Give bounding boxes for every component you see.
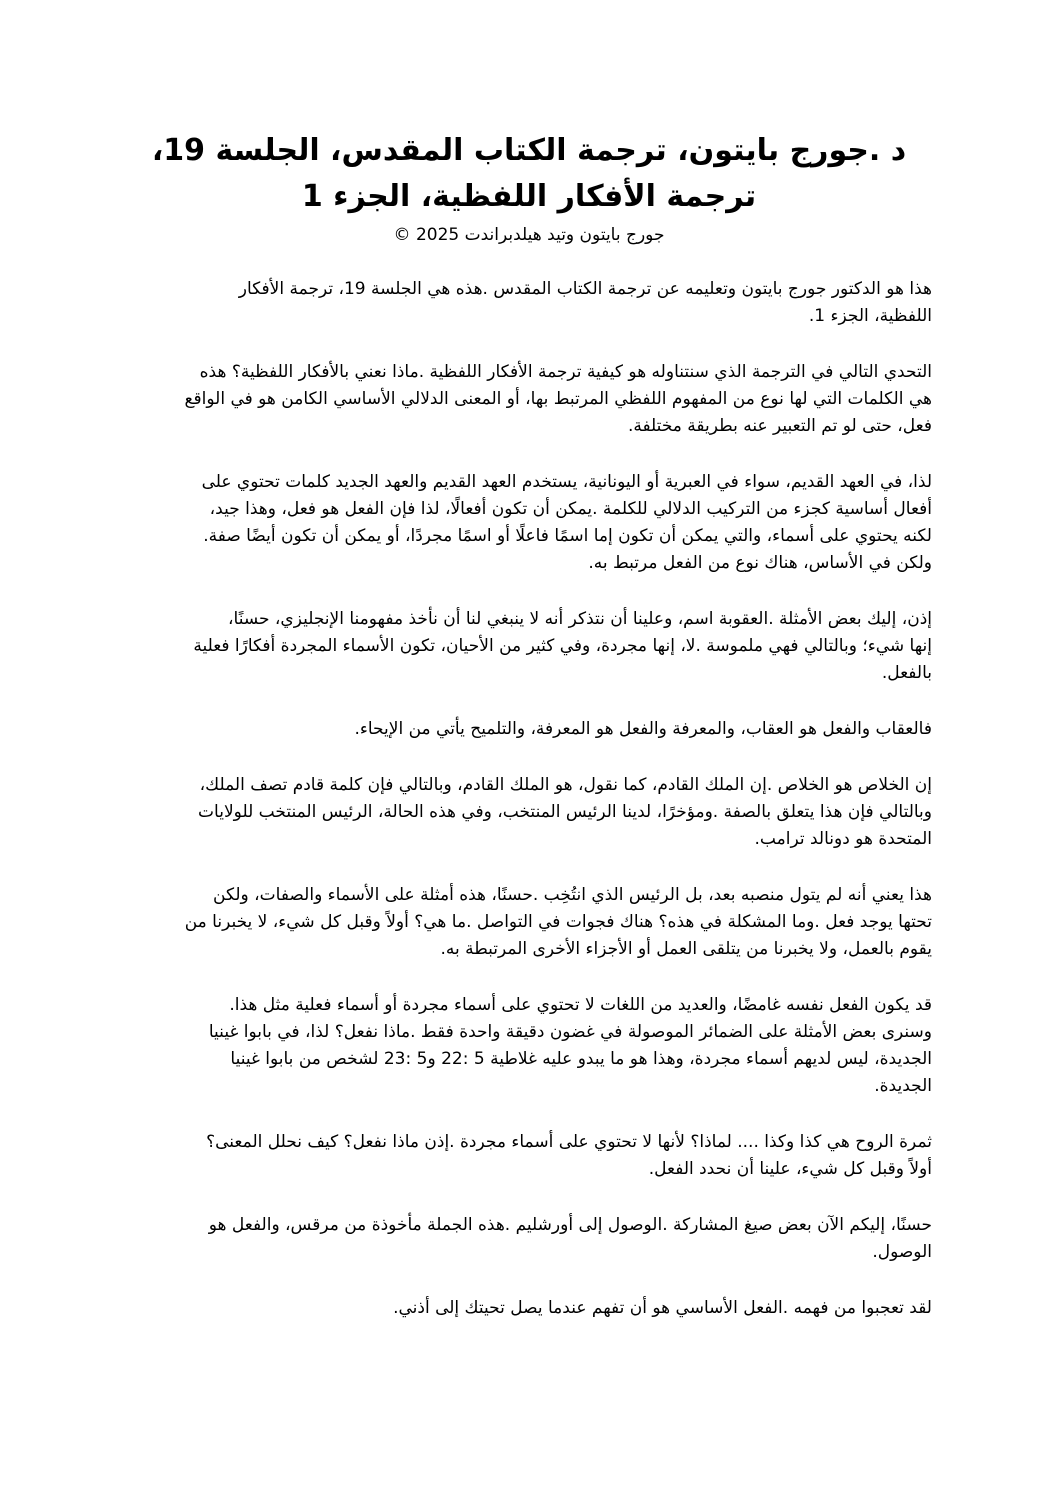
paragraph-line: لقد تعجبوا من فهمه .الفعل الأساسي هو أن تفهم عندما يصل تحيتك إلى أذني.: [393, 1298, 932, 1318]
paragraph-line: يقوم بالعمل، ولا يخبرنا من يتلقى العمل أو الأجزاء الأخرى المرتبطة به.: [440, 939, 932, 959]
paragraph-7: [132, 882, 932, 963]
paragraph-line: الجديدة.: [874, 1076, 932, 1096]
copyright-line: جورج بايتون وتيد هيلدبراندت 2025 ©: [393, 225, 665, 245]
paragraph-line: أولاً وقبل كل شيء، علينا أن نحدد الفعل.: [648, 1159, 932, 1179]
paragraph-9: [132, 1129, 932, 1183]
paragraph-line: المتحدة هو دونالد ترامب.: [754, 829, 932, 849]
paragraph-line: وبالتالي فإن هذا يتعلق بالصفة .ومؤخرًا، لدينا الرئيس المنتخب، وفي هذه الحالة، الرئيس المنتخب للولايات: [198, 802, 932, 822]
paragraph-6: [132, 772, 932, 853]
paragraph-5: [132, 716, 932, 743]
title-block: [120, 128, 938, 248]
paragraph-line: أفعال أساسية كجزء من التركيب الدلالي للكلمة .يمكن أن تكون أفعالًا، لذا فإن الفعل هو فعل، وهذا جيد،: [209, 499, 932, 519]
paragraph-line: التحدي التالي في الترجمة الذي سنتناوله هو كيفية ترجمة الأفكار اللفظية .ماذا نعني بالأفكار اللفظية؟ هذه: [199, 362, 932, 382]
paragraph-line: الوصول.: [872, 1242, 932, 1262]
paragraph-line: إنها شيء؛ وبالتالي فهي ملموسة .لا، إنها مجردة، وفي كثير من الأحيان، تكون الأسماء المجردة أفكارًا فعلية: [193, 636, 932, 656]
paragraph-line: بالفعل.: [881, 663, 932, 683]
paragraph-11: [132, 1295, 932, 1322]
paragraph-line: لذا، في العهد القديم، سواء في العبرية أو اليونانية، يستخدم العهد القديم والعهد الجديد كلمات تحتوي على: [201, 472, 932, 492]
paragraph-line: ولكن في الأساس، هناك نوع من الفعل مرتبط به.: [588, 553, 932, 573]
paragraph-line: هذا هو الدكتور جورج بايتون وتعليمه عن ترجمة الكتاب المقدس .هذه هي الجلسة 19، ترجمة الأفكار: [238, 279, 932, 299]
paragraph-3: [132, 469, 932, 577]
document-body: [132, 276, 932, 1351]
paragraph-2: [132, 359, 932, 440]
paragraph-line: وسنرى بعض الأمثلة على الضمائر الموصولة في غضون دقيقة واحدة فقط .ماذا نفعل؟ لذا، في بابوا غينيا: [208, 1022, 932, 1042]
paragraph-line: لكنه يحتوي على أسماء، والتي يمكن أن تكون إما اسمًا فاعلًا أو اسمًا مجردًا، أو يمكن أن تكون أيضًا صفة.: [203, 526, 932, 546]
paragraph-line: تحتها يوجد فعل .وما المشكلة في هذه؟ هناك فجوات في التواصل .ما هي؟ أولاً وقبل كل شيء، لا يخبرنا من: [184, 912, 932, 932]
title-line-2: ترجمة الأفكار اللفظية، الجزء 1: [301, 179, 757, 214]
paragraph-1: [132, 276, 932, 330]
paragraph-10: [132, 1212, 932, 1266]
paragraph-line: ثمرة الروح هي كذا وكذا .... لماذا؟ لأنها لا تحتوي على أسماء مجردة .إذن ماذا نفعل؟ كيف نحلل المعنى؟: [206, 1132, 932, 1152]
paragraph-line: الجديدة، ليس لديهم أسماء مجردة، وهذا هو ما يبدو عليه غلاطية 5 :22 و5 :23 لشخص من بابوا غينيا: [230, 1049, 932, 1069]
paragraph-line: حسنًا، إليكم الآن بعض صيغ المشاركة .الوصول إلى أورشليم .هذه الجملة مأخوذة من مرقس، والفعل هو: [208, 1215, 932, 1235]
paragraph-line: فعل، حتى لو تم التعبير عنه بطريقة مختلفة.: [627, 416, 932, 436]
paragraph-line: قد يكون الفعل نفسه غامضًا، والعديد من اللغات لا تحتوي على أسماء مجردة أو أسماء فعلية مثل هذا.: [229, 995, 932, 1015]
paragraph-line: هي الكلمات التي لها نوع من المفهوم اللفظي المرتبط بها، أو المعنى الدلالي الأساسي الكامن هو في الواقع: [184, 389, 932, 409]
paragraph-4: [132, 606, 932, 687]
paragraph-line: إذن، إليك بعض الأمثلة .العقوبة اسم، وعلينا أن نتذكر أنه لا ينبغي لنا أن نأخذ مفهومنا الإنجليزي، حسنًا،: [228, 609, 932, 629]
paragraph-line: هذا يعني أنه لم يتول منصبه بعد، بل الرئيس الذي انتُخِب .حسنًا، هذه أمثلة على الأسماء والصفات، ولكن: [213, 885, 932, 905]
title-line-1: د .جورج بايتون، ترجمة الكتاب المقدس، الجلسة 19،: [151, 133, 907, 168]
paragraph-line: فالعقاب والفعل هو العقاب، والمعرفة والفعل هو المعرفة، والتلميح يأتي من الإيحاء.: [354, 719, 932, 739]
paragraph-8: [132, 992, 932, 1100]
paragraph-line: اللفظية، الجزء 1.: [808, 306, 932, 326]
paragraph-line: إن الخلاص هو الخلاص .إن الملك القادم، كما نقول، هو الملك القادم، وبالتالي فإن كلمة قادم تصف الملك،: [199, 775, 932, 795]
